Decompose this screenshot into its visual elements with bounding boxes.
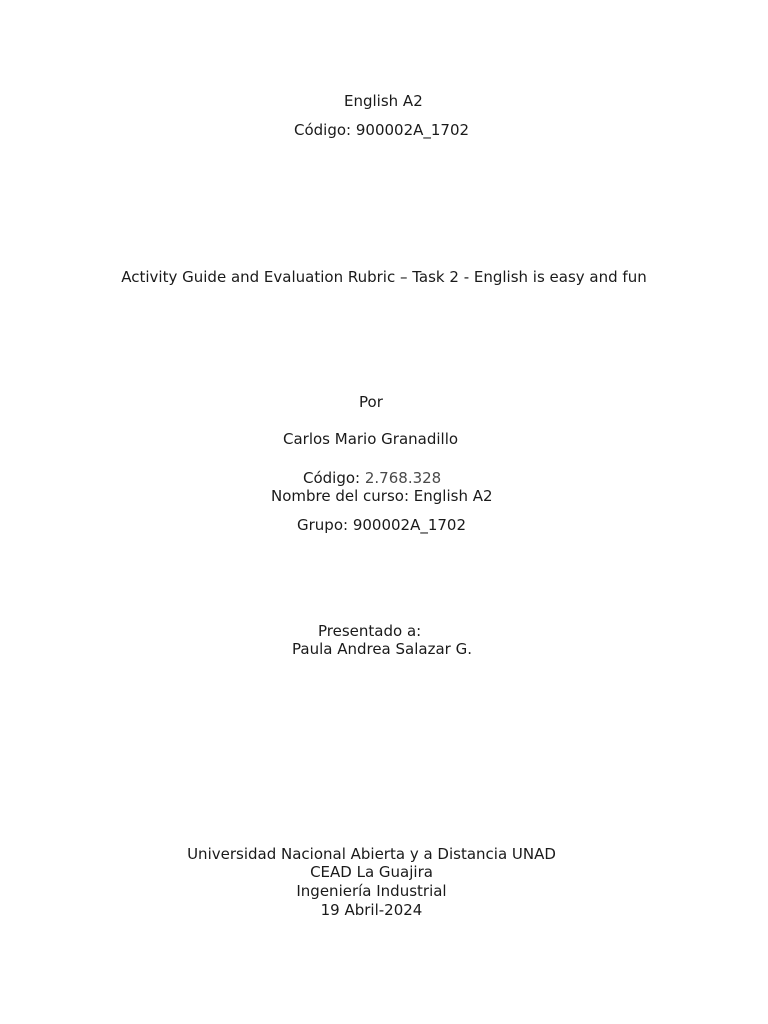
cead-name: CEAD La Guajira xyxy=(310,863,433,881)
by-label: Por xyxy=(359,393,383,411)
presented-label: Presentado a: xyxy=(318,622,422,640)
submission-date: 19 Abril-2024 xyxy=(320,901,423,919)
author-name: Carlos Mario Granadillo xyxy=(283,430,459,448)
course-title: English A2 xyxy=(344,92,423,110)
course-code: Código: 900002A_1702 xyxy=(294,121,470,139)
student-code xyxy=(303,469,441,487)
document-title: Activity Guide and Evaluation Rubric – Task 2 - English is easy and fun xyxy=(121,268,647,286)
course-name: Nombre del curso: English A2 xyxy=(271,487,493,505)
university-name: Universidad Nacional Abierta y a Distancia UNAD xyxy=(187,845,556,863)
program-name: Ingeniería Industrial xyxy=(296,882,447,900)
student-code-label: Código: xyxy=(303,469,365,487)
group-code: Grupo: 900002A_1702 xyxy=(297,516,467,534)
teacher-name: Paula Andrea Salazar G. xyxy=(292,640,472,658)
student-code-value: 2.768.328 xyxy=(364,469,442,487)
